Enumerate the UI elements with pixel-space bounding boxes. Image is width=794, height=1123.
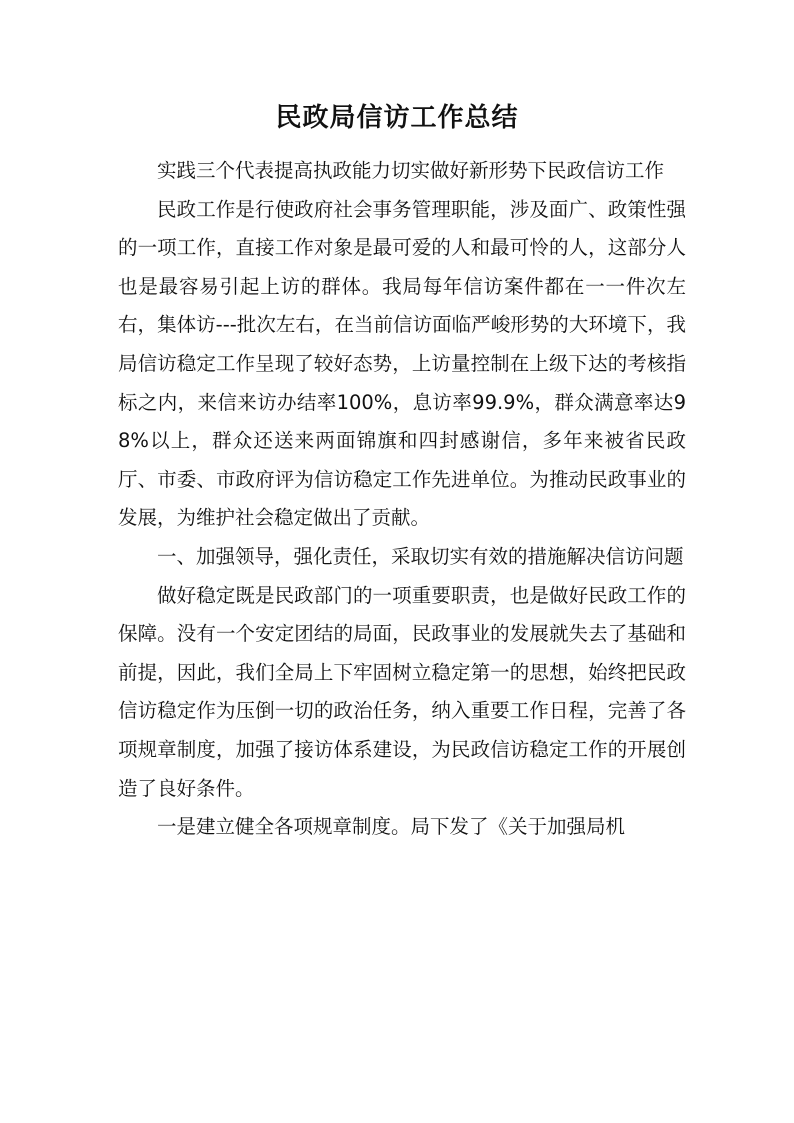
- body-paragraph: 一是建立健全各项规章制度。局下发了《关于加强局机: [157, 815, 626, 839]
- subtitle-paragraph: 实践三个代表提高执政能力切实做好新形势下民政信访工作: [157, 159, 665, 182]
- section-heading: 一、加强领导，强化责任，采取切实有效的措施解决信访问题: [157, 544, 684, 568]
- document-body: [118, 152, 686, 847]
- body-paragraph: 做好稳定既是民政部门的一项重要职责，也是做好民政工作的保障。没有一个安定团结的局面，民政事业的发展就失去了基础和前提，因此，我们全局上下牢固树立稳定第一的思想，始终把民政信访稳定作为压倒一切的政治任务，纳入重要工作日程，完善了各项规章制度，加强了接访体系建设，为民政信访稳定工作的开展创造了良好条件。: [118, 583, 686, 800]
- document-title: 民政局信访工作总结: [275, 103, 519, 133]
- body-paragraph: 民政工作是行使政府社会事务管理职能，涉及面广、政策性强的一项工作，直接工作对象是最可爱的人和最可怜的人，这部分人也是最容易引起上访的群体。我局每年信访案件都在一一件次左右，集体访---批次左右，在当前信访面临严峻形势的大环境下，我局信访稳定工作呈现了较好态势，上访量控制在上级下达的考核指标之内，来信来访办结率100%，息访率99.9%，群众满意率达98%以上，群众还送来两面锦旗和四封感谢信，多年来被省民政厅、市委、市政府评为信访稳定工作先进单位。为推动民政事业的发展，为维护社会稳定做出了贡献。: [118, 197, 686, 530]
